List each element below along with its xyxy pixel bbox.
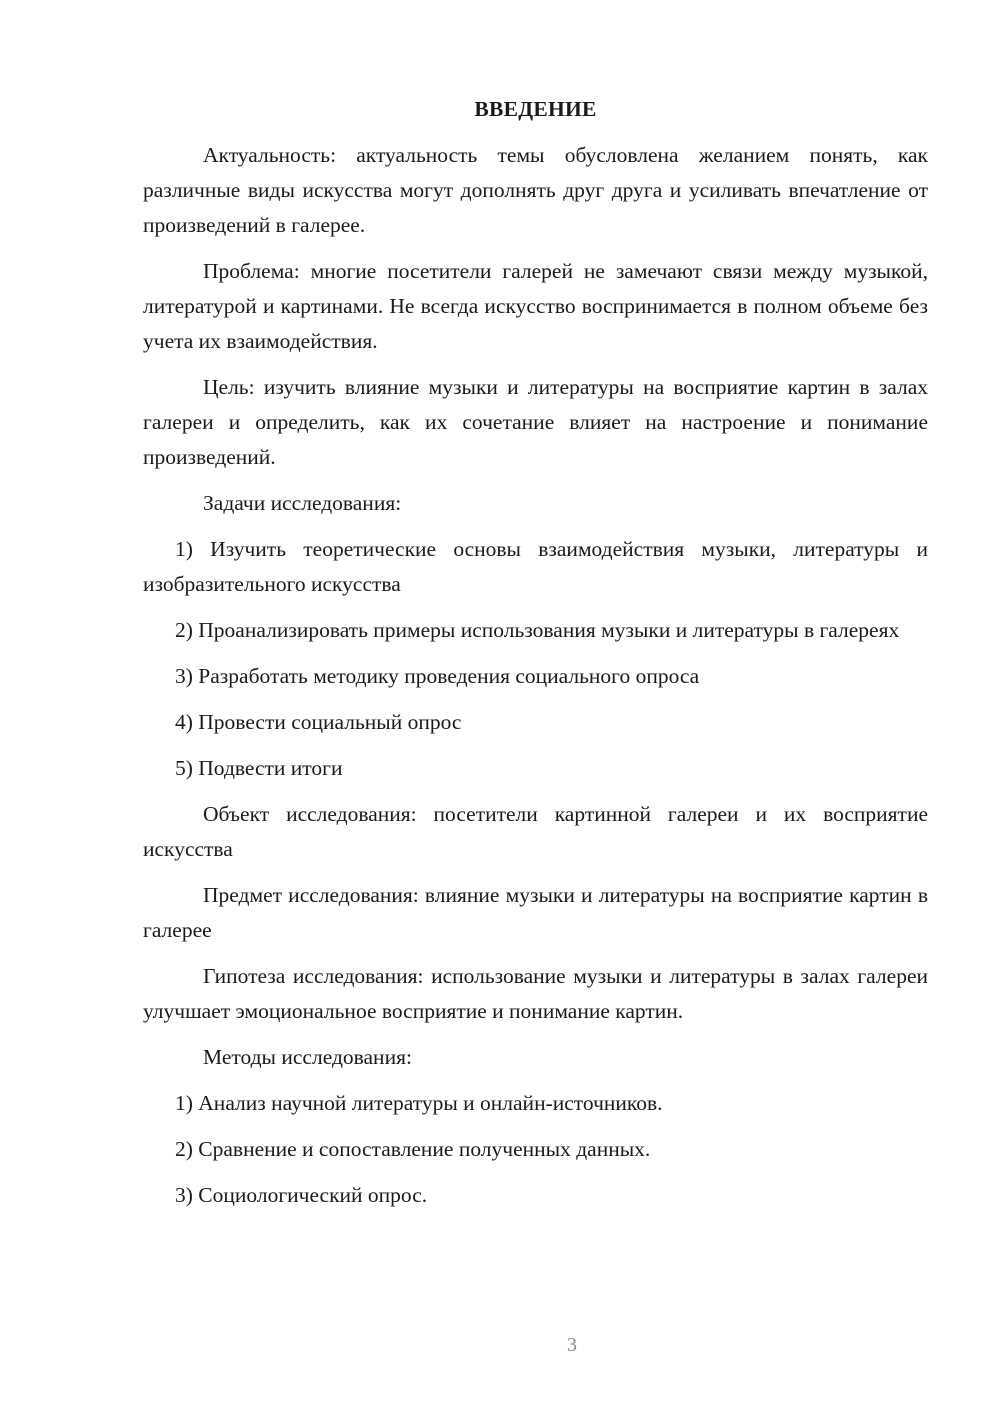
goal-paragraph: Цель: изучить влияние музыки и литературы на восприятие картин в залах галереи и определить, как их сочетание влияет на настроение и понимание произведений. xyxy=(143,375,928,469)
tasks-list xyxy=(143,532,928,786)
methods-list xyxy=(143,1086,928,1213)
task-item: 4) Провести социальный опрос xyxy=(175,710,462,734)
section-title: ВВЕДЕНИЕ xyxy=(474,97,597,121)
method-item: 2) Сравнение и сопоставление полученных данных. xyxy=(175,1137,651,1161)
document-page xyxy=(143,92,928,1224)
methods-heading: Методы исследования: xyxy=(203,1045,412,1069)
method-item: 3) Социологический опрос. xyxy=(175,1183,428,1207)
task-item: 1) Изучить теоретические основы взаимодействия музыки, литературы и изобразительного искусства xyxy=(143,537,928,596)
subject-paragraph: Предмет исследования: влияние музыки и литературы на восприятие картин в галерее xyxy=(143,883,928,942)
object-paragraph: Объект исследования: посетители картинной галереи и их восприятие искусства xyxy=(143,802,928,861)
problem-paragraph: Проблема: многие посетители галерей не замечают связи между музыкой, литературой и картинами. Не всегда искусство воспринимается в полном объеме без учета их взаимодействия. xyxy=(143,259,928,353)
task-item: 3) Разработать методику проведения социального опроса xyxy=(175,664,700,688)
page-number: 3 xyxy=(567,1334,577,1356)
method-item: 1) Анализ научной литературы и онлайн-источников. xyxy=(175,1091,663,1115)
relevance-paragraph: Актуальность: актуальность темы обусловлена желанием понять, как различные виды искусства могут дополнять друг друга и усиливать впечатление от произведений в галерее. xyxy=(143,143,928,237)
tasks-heading: Задачи исследования: xyxy=(203,491,402,515)
task-item: 2) Проанализировать примеры использования музыки и литературы в галереях xyxy=(175,618,900,642)
task-item: 5) Подвести итоги xyxy=(175,756,343,780)
hypothesis-paragraph: Гипотеза исследования: использование музыки и литературы в залах галереи улучшает эмоциональное восприятие и понимание картин. xyxy=(143,964,928,1023)
